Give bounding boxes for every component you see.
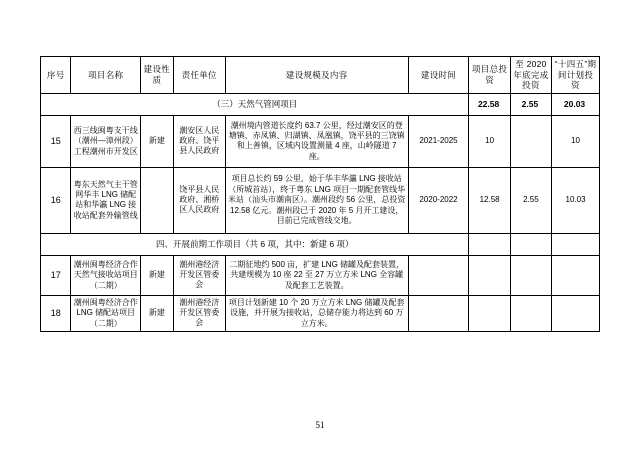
table-row [41, 255, 600, 295]
row-seq: 18 [41, 295, 71, 331]
row-total-investment [469, 255, 510, 295]
column-header-planned-investment: “十四五”期间计划投资 [552, 57, 600, 94]
page-number: 51 [315, 420, 325, 430]
section-total-investment [469, 233, 510, 255]
table-header [41, 57, 600, 94]
section-label: （三）天然气管网项目 [41, 93, 469, 115]
row-completed-investment: 2.55 [510, 167, 551, 233]
row-nature: 新建 [141, 295, 174, 331]
table-row [41, 295, 600, 331]
column-header-responsible-unit: 责任单位 [173, 57, 225, 94]
row-total-investment: 12.58 [469, 167, 510, 233]
row-responsible-unit: 潮州港经济开发区管委会 [173, 295, 225, 331]
row-seq: 17 [41, 255, 71, 295]
row-planned-investment [552, 295, 600, 331]
project-table [40, 56, 600, 332]
row-responsible-unit: 潮州港经济开发区管委会 [173, 255, 225, 295]
row-nature: 新建 [141, 115, 174, 167]
row-construction-time: 2021-2025 [408, 115, 469, 167]
row-responsible-unit: 潮安区人民政府、饶平县人民政府 [173, 115, 225, 167]
row-construction-time [408, 295, 469, 331]
table-section-row [41, 93, 600, 115]
section-completed-investment: 2.55 [510, 93, 551, 115]
row-seq: 16 [41, 167, 71, 233]
table-row [41, 167, 600, 233]
row-construction-time [408, 255, 469, 295]
row-seq: 15 [41, 115, 71, 167]
table-section-row [41, 233, 600, 255]
column-header-scale-content: 建设规模及内容 [225, 57, 408, 94]
row-planned-investment [552, 255, 600, 295]
column-header-total-investment: 项目总投资 [469, 57, 510, 94]
column-header-nature: 建设性质 [141, 57, 174, 94]
section-completed-investment [510, 233, 551, 255]
column-header-construction-time: 建设时间 [408, 57, 469, 94]
row-project-name: 粤东天然气主干管网华丰 LNG 储配站和华瀛 LNG 接收站配套外输管线 [71, 167, 141, 233]
row-responsible-unit: 饶平县人民政府、湘桥区人民政府 [173, 167, 225, 233]
row-completed-investment [510, 115, 551, 167]
row-planned-investment: 10 [552, 115, 600, 167]
column-header-completed-investment: 至 2020 年底完成投资 [510, 57, 551, 94]
section-total-investment: 22.58 [469, 93, 510, 115]
section-label: 四、开展前期工作项目（共 6 项，其中：新建 6 项） [41, 233, 469, 255]
row-completed-investment [510, 255, 551, 295]
row-nature: 新建 [141, 255, 174, 295]
column-header-seq: 序号 [41, 57, 71, 94]
row-construction-time: 2020-2022 [408, 167, 469, 233]
row-planned-investment: 10.03 [552, 167, 600, 233]
project-table-container [40, 56, 600, 332]
row-scale-content: 二期征地约 500 亩，扩建 LNG 储罐及配套装置，共建规模为 10 座 22 至 27 万立方米 LNG 全容罐及配套工艺装置。 [225, 255, 408, 295]
column-header-project-name: 项目名称 [71, 57, 141, 94]
section-planned-investment: 20.03 [552, 93, 600, 115]
row-total-investment: 10 [469, 115, 510, 167]
row-scale-content: 项目计划新建 10 个 20 万立方米 LNG 储罐及配套设施，并开展为接收站，总储存能力将达到 60 万立方米。 [225, 295, 408, 331]
row-project-name: 潮州闽粤经济合作天然气接收站项目（二期） [71, 255, 141, 295]
row-completed-investment [510, 295, 551, 331]
table-header-row [41, 57, 600, 94]
row-project-name: 西三线闽粤支干线（潮州—漳州段）工程潮州市开发区 [71, 115, 141, 167]
row-scale-content: 项目总长约 59 公里，始于华丰华瀛 LNG 接收站（所城首站），终于粤东 LNG 项目一期配套管线华米站（汕头市潮南区）。潮州段约 56 公里，总投资 12.58 亿元。潮州段已于 2020 年 5 月开工建设，目前已完成管线交地。 [225, 167, 408, 233]
table-body [41, 93, 600, 331]
table-row [41, 115, 600, 167]
row-project-name: 潮州闽粤经济合作 LNG 储配站项目（二期） [71, 295, 141, 331]
row-nature [141, 167, 174, 233]
row-total-investment [469, 295, 510, 331]
row-scale-content: 潮州境内管道长度约 63.7 公里，经过潮安区的登塘镇、赤凤镇、归湖镇、凤凰镇，饶平县的三饶镇和上善镇，区域内设置测量 4 座，山岭隧道 7 座。 [225, 115, 408, 167]
section-planned-investment [552, 233, 600, 255]
